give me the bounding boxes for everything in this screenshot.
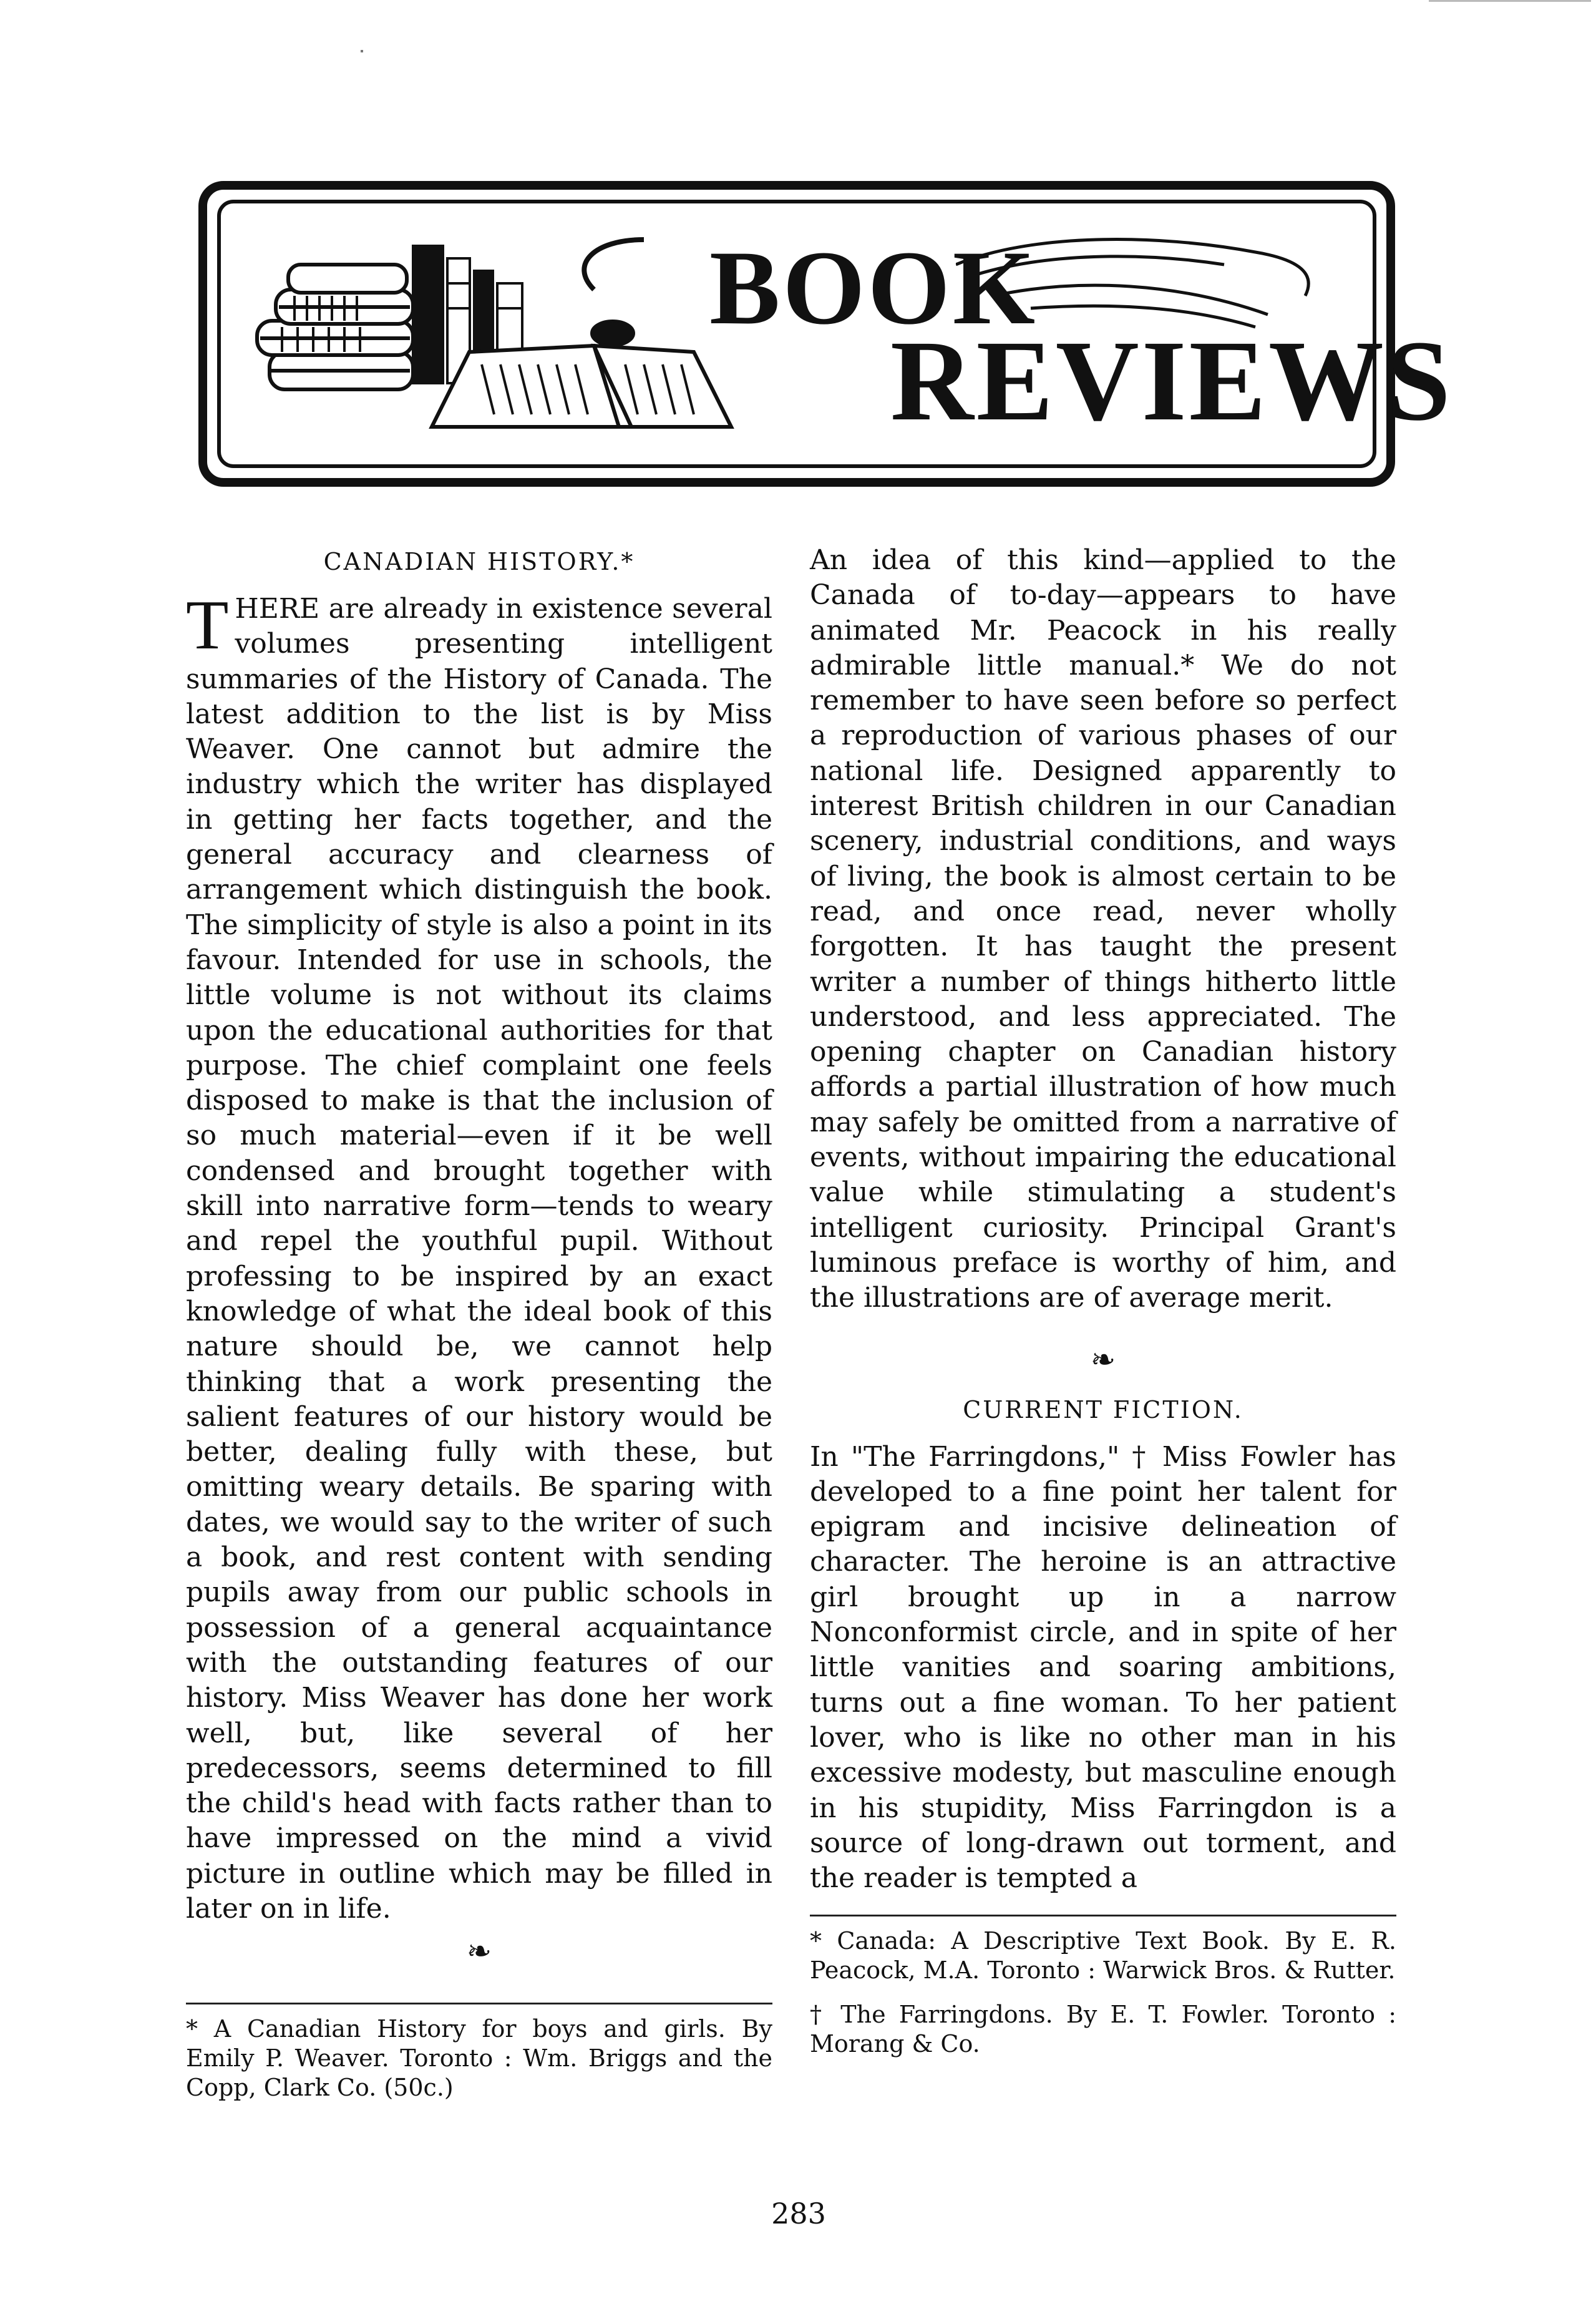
footnote-canadian-history: * A Canadian History for boys and girls. By Emily P. Weaver. Toronto : Wm. Briggs and the Copp, Clark Co. (50c.): [186, 2015, 772, 2102]
current-fiction-heading: CURRENT FICTION.: [963, 1395, 1243, 1423]
canadian-history-text: HERE are already in existence several volumes presenting intelligent summaries of the History of Canada. The latest addition to the list is by Miss Weaver. One cannot but admire the industry which the writer has displayed in getting her facts together, and the general accuracy and clearness of arrangement which distinguish the book. The simplicity of style is also a point in its favour. Intended for use in schools, the little volume is not without its claims upon the educational authorities for that purpose. The chief complaint one feels disposed to make is that the inclusion of so much material—even if it be well condensed and brought together with skill into narrative form—tends to weary and repel the youthful pupil. Without professing to be inspired by an exact knowledge of what the ideal book of this nature should be, we cannot help thinking that a work presenting the salient features of our history would be better, dealing fully with these, but omitting weary details. Be sparing with dates, we would say to the writer of such a book, and rest content with sending pupils away from our public schools in possession of a general acquaintance with the outstanding features of our history. Miss Weaver has done her work well, but, like several of her predecessors, seems determined to fill the child's head with facts rather than to have impressed on the mind a vivid picture in outline which may be filled in later on in life.: [186, 593, 772, 1925]
ornament-left: ❧: [466, 1934, 492, 1970]
scan-speck: [361, 50, 363, 52]
drop-cap: T: [186, 587, 229, 664]
banner-title-book: BOOK: [709, 229, 1038, 346]
footnote-rule-right: [810, 1915, 1396, 1916]
book-reviews-banner: [198, 181, 1453, 487]
left-column: [186, 543, 772, 2102]
right-column: [810, 543, 1396, 2059]
peacock-review: An idea of this kind—applied to the Canada of to-day—appears to have animated Mr. Peacock in his really admirable little manual.* We do not remember to have seen before so perfect a reproduction of various phases of our national life. Designed apparently to interest British children in our Canadian scenery, industrial conditions, and ways of living, the book is almost certain to be read, and once read, never wholly forgotten. It has taught the present writer a number of things hitherto little understood, and less appreciated. The opening chapter on Canadian history affords a partial illustration of how much may safely be omitted from a narrative of events, without impairing the educational value while stimulating a student's intelligent curiosity. Principal Grant's luminous preface is worthy of him, and the illustrations are of average merit.: [810, 544, 1396, 1314]
footnote-canada-text-book: * Canada: A Descriptive Text Book. By E. R. Peacock, M.A. Toronto : Warwick Bros. & Rutter.: [810, 1927, 1396, 1985]
footnote-rule-left: [186, 2003, 772, 2004]
farringdons-review: In "The Farringdons," † Miss Fowler has developed to a fine point her talent for epigram and incisive delineation of character. The heroine is an attractive girl brought up in a narrow Nonconformist circle, and in spite of her little vanities and soaring ambitions, turns out a fine woman. To her patient lover, who is like no other man in his excessive modesty, but masculine enough in his stupidity, Miss Farringdon is a source of long-drawn out torment, and the reader is tempted a: [810, 1440, 1396, 1895]
page-number: 283: [771, 2197, 826, 2230]
footnote-farringdons: † The Farringdons. By E. T. Fowler. Toronto : Morang & Co.: [810, 2001, 1396, 2058]
canadian-history-review: [186, 587, 772, 1926]
ornament-right: ❧: [1090, 1342, 1116, 1377]
banner-title-reviews: REVIEWS: [890, 317, 1453, 445]
inkwell: [584, 240, 644, 346]
canadian-history-heading: CANADIAN HISTORY.*: [323, 548, 635, 575]
top-edge-rule: [1429, 0, 1591, 2]
book-stack-left: [257, 265, 413, 389]
